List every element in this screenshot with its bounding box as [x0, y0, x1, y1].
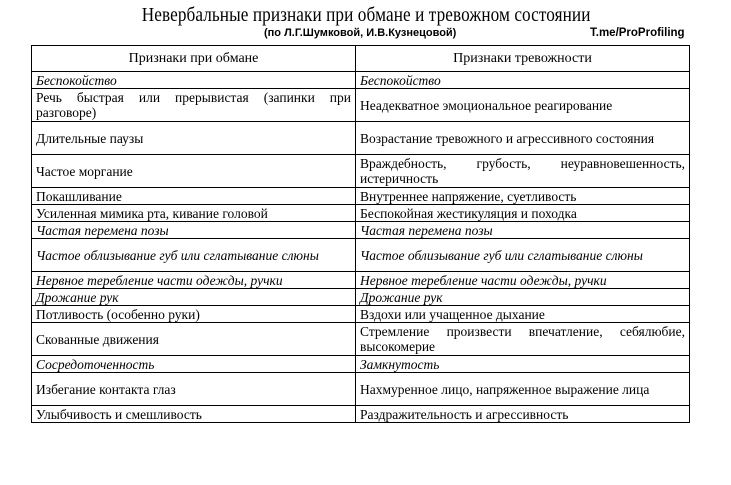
deception-sign-cell: Сосредоточенность [32, 356, 356, 373]
table-row [32, 356, 690, 373]
anxiety-sign-cell: Частое облизывание губ или сглатывание слюны [356, 239, 690, 272]
anxiety-sign-cell: Беспокойство [356, 72, 690, 89]
table-row [32, 205, 690, 222]
anxiety-sign-cell: Стремление произвести впечатление, себялюбие, высокомерие [356, 323, 690, 356]
table-row [32, 323, 690, 356]
column-header-deception: Признаки при обмане [32, 46, 356, 72]
anxiety-sign-cell: Нервное теребление части одежды, ручки [356, 272, 690, 289]
deception-sign-cell: Беспокойство [32, 72, 356, 89]
table-row [32, 406, 690, 423]
deception-sign-cell: Усиленная мимика рта, кивание головой [32, 205, 356, 222]
deception-sign-cell: Частое моргание [32, 155, 356, 188]
deception-sign-cell: Частая перемена позы [32, 222, 356, 239]
anxiety-sign-cell: Замкнутость [356, 356, 690, 373]
deception-sign-cell: Скованные движения [32, 323, 356, 356]
table-row [32, 188, 690, 205]
table-row [32, 155, 690, 188]
column-header-anxiety: Признаки тревожности [356, 46, 690, 72]
deception-sign-cell: Нервное теребление части одежды, ручки [32, 272, 356, 289]
anxiety-sign-cell: Враждебность, грубость, неуравновешенность, истеричность [356, 155, 690, 188]
signs-table [31, 45, 690, 423]
table-row [32, 272, 690, 289]
anxiety-sign-cell: Внутреннее напряжение, суетливость [356, 188, 690, 205]
deception-sign-cell: Покашливание [32, 188, 356, 205]
table-row [32, 122, 690, 155]
anxiety-sign-cell: Возрастание тревожного и агрессивного состояния [356, 122, 690, 155]
deception-sign-cell: Речь быстрая или прерывистая (запинки при разговоре) [32, 89, 356, 122]
deception-sign-cell: Длительные паузы [32, 122, 356, 155]
table-row [32, 89, 690, 122]
channel-watermark: T.me/ProProfiling [590, 27, 685, 39]
table-row [32, 373, 690, 406]
table-header-row [32, 46, 690, 72]
anxiety-sign-cell: Частая перемена позы [356, 222, 690, 239]
table-row [32, 239, 690, 272]
deception-sign-cell: Избегание контакта глаз [32, 373, 356, 406]
table-row [32, 72, 690, 89]
anxiety-sign-cell: Беспокойная жестикуляция и походка [356, 205, 690, 222]
document-title: Невербальные признаки при обмане и тревожном состоянии [141, 4, 591, 26]
deception-sign-cell: Потливость (особенно руки) [32, 306, 356, 323]
document-subtitle: (по Л.Г.Шумковой, И.В.Кузнецовой) [264, 27, 457, 39]
anxiety-sign-cell: Раздражительность и агрессивность [356, 406, 690, 423]
deception-sign-cell: Дрожание рук [32, 289, 356, 306]
table-row [32, 306, 690, 323]
anxiety-sign-cell: Нахмуренное лицо, напряженное выражение лица [356, 373, 690, 406]
deception-sign-cell: Частое облизывание губ или сглатывание слюны [32, 239, 356, 272]
table-row [32, 222, 690, 239]
anxiety-sign-cell: Неадекватное эмоциональное реагирование [356, 89, 690, 122]
anxiety-sign-cell: Вздохи или учащенное дыхание [356, 306, 690, 323]
deception-sign-cell: Улыбчивость и смешливость [32, 406, 356, 423]
table-row [32, 289, 690, 306]
table-body [32, 72, 690, 423]
anxiety-sign-cell: Дрожание рук [356, 289, 690, 306]
